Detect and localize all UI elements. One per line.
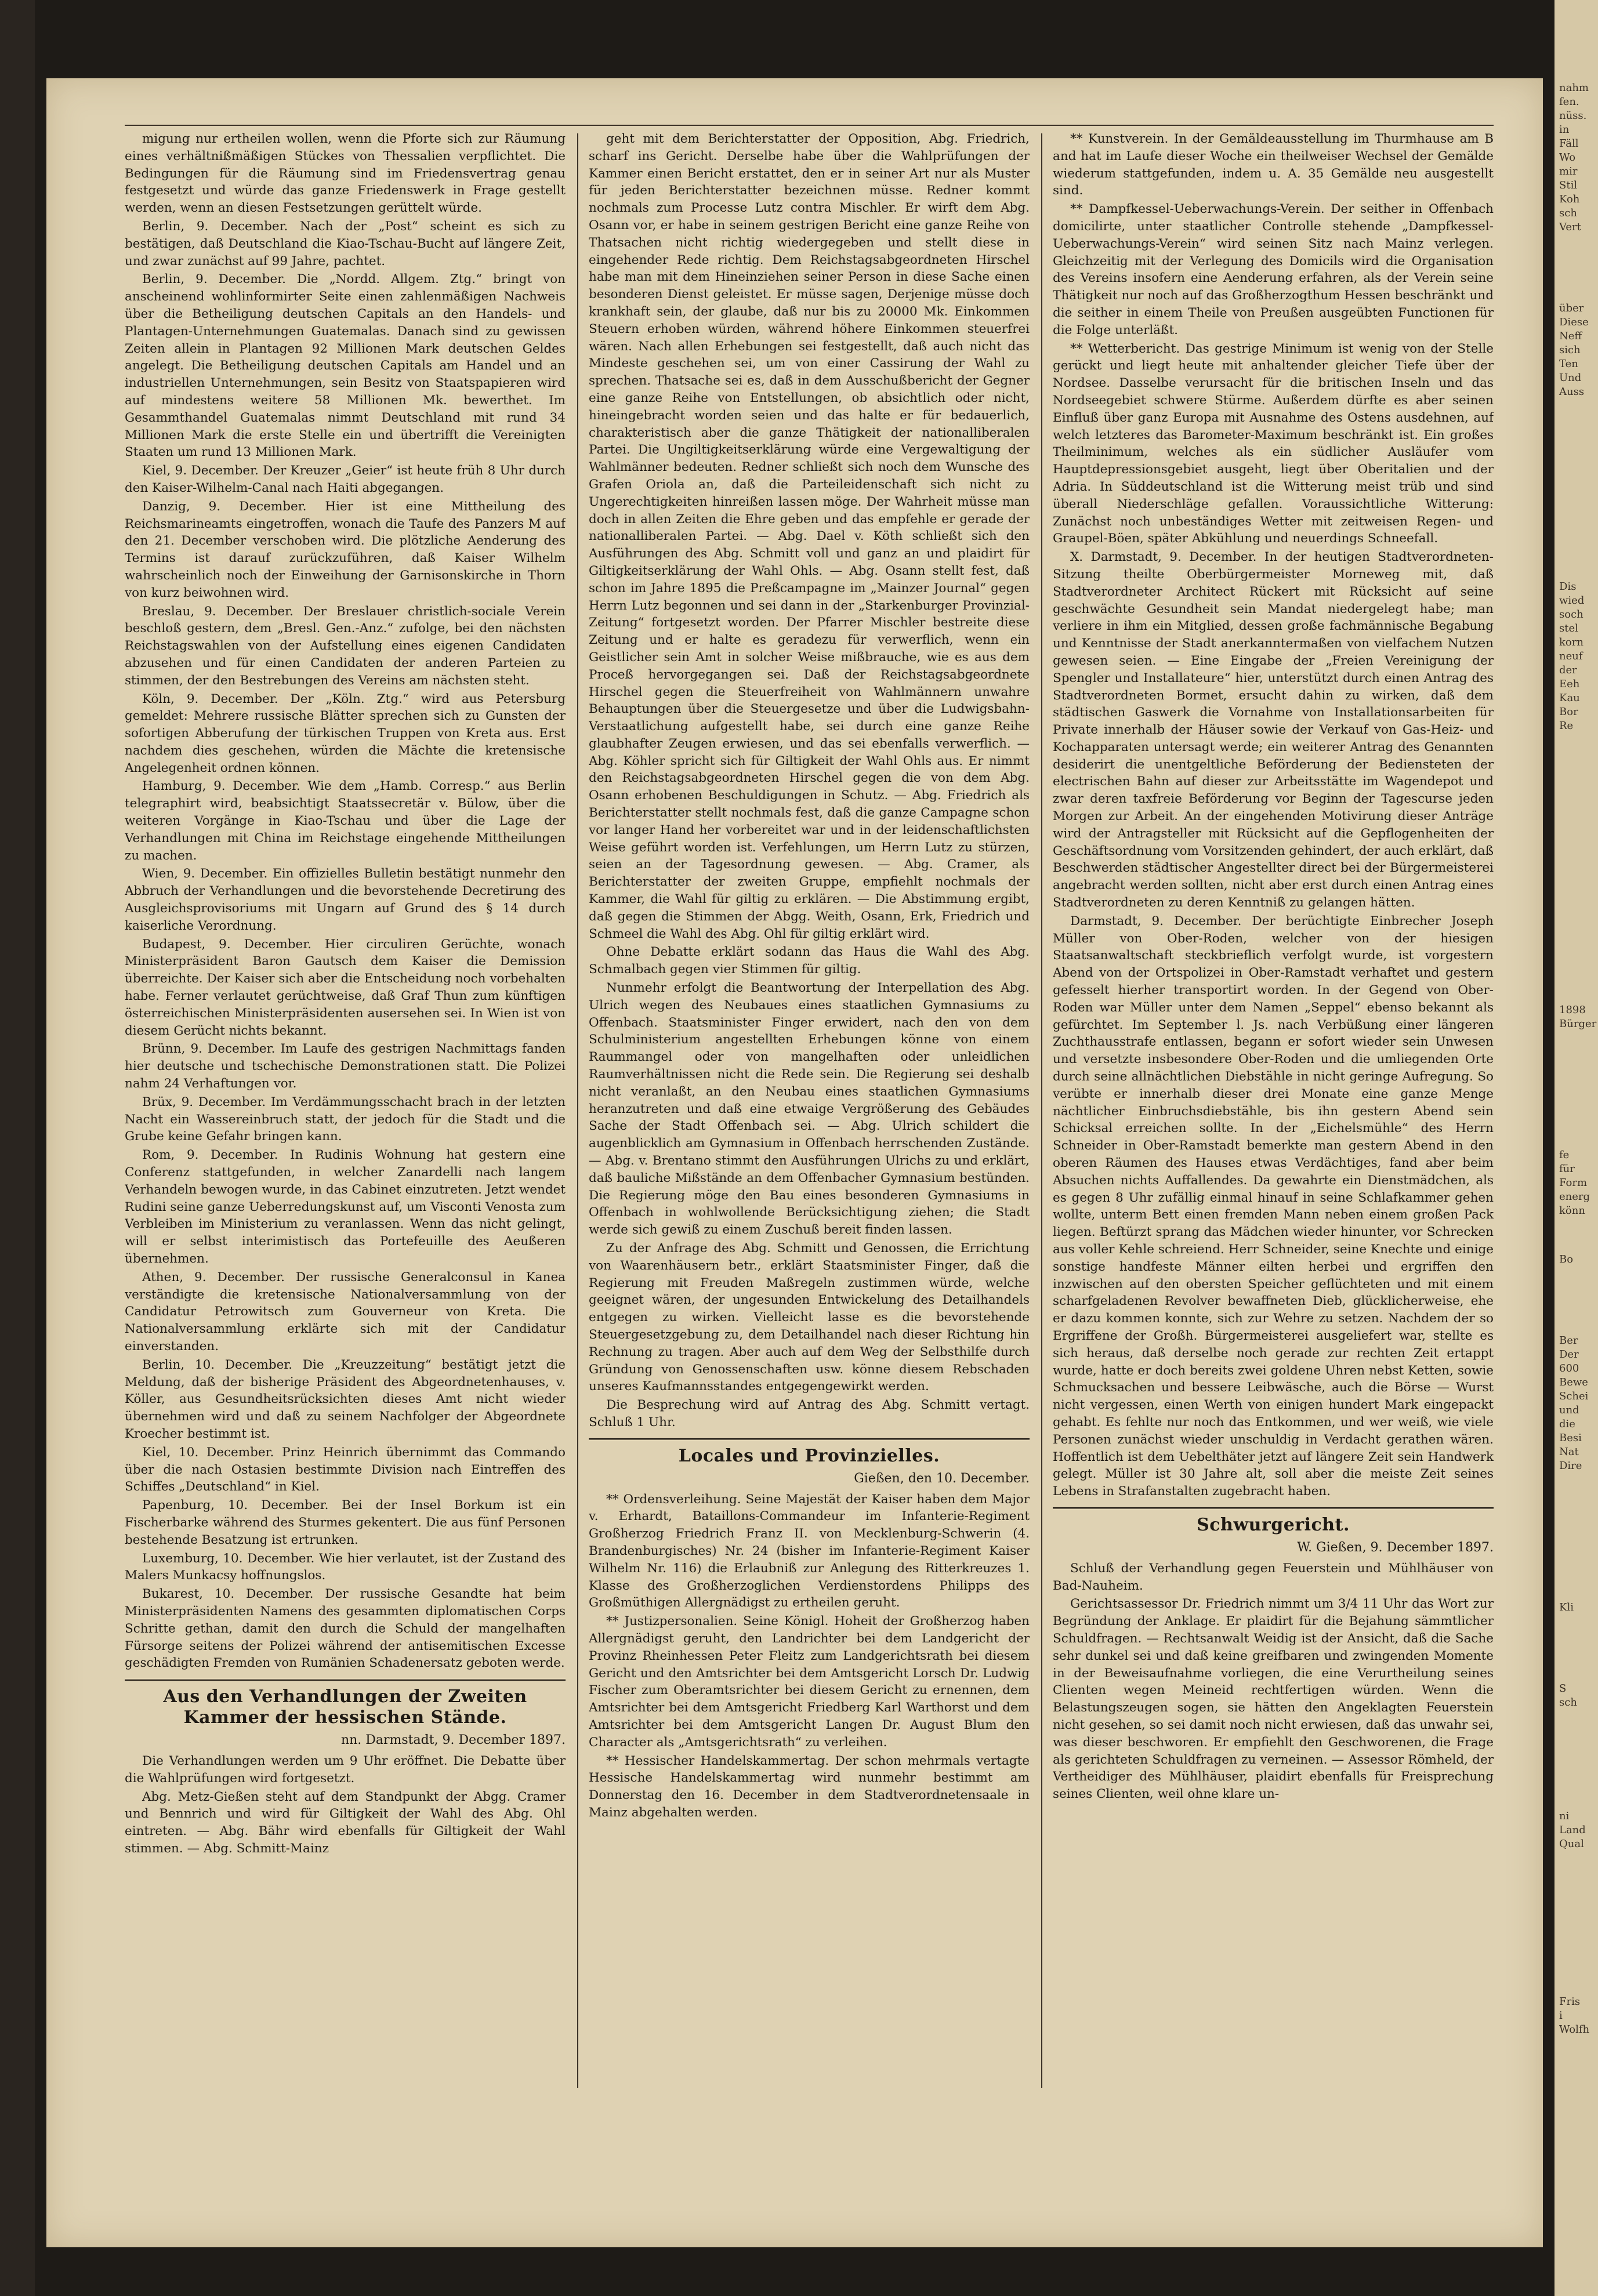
column-1 — [125, 130, 566, 2091]
article-paragraph: ** Wetterbericht. Das gestrige Minimum ist wenig von der Stelle gerückt und liegt heute mit anhaltender gleicher Tiefe über der Nordsee. Dasselbe verursacht für die britischen Inseln und das Nordseegebiet schwere Stürme. Außerdem dürfte es aber seinen Einfluß über ganz Europa mit Ausnahme des Ostens ausdehnen, auf welch letzteres das Barometer-Maximum beschränkt ist. Ein großes Theilminimum, welches als ein südlicher Ausläufer vom Hauptdepressionsgebiet ausgeht, liegt über Oberitalien und der Adria. In Süddeutschland ist die Witterung meist trüb und sind überall Niederschläge gefallen. Voraussichtliche Witterung: Zunächst noch unbeständiges Wetter mit zeitweisen Regen- und Graupel-Böen, später Abkühlung und neuerdings Schneefall. — [1053, 341, 1494, 546]
article-paragraph: ** Hessischer Handelskammertag. Der schon mehrmals vertagte Hessische Handelskammertag wird nunmehr bestimmt am Donnerstag den 16. December in dem Stadtverordnetensaale in Mainz abgehalten werden. — [589, 1753, 1030, 1820]
article-paragraph: Berlin, 9. December. Die „Nordd. Allgem. Ztg.“ bringt von anscheinend wohlinformirter Seite einen zahlenmäßigen Nachweis über die Betheiligung deutschen Capitals an den Handels- und Plantagen-Unternehmungen Guatemalas. Danach sind zu gewissen Zeiten allein in Plantagen 92 Millionen Mark deutschen Geldes angelegt. Die Betheiligung deutschen Capitals am Handel und an industriellen Unternehmungen, sein Besitz von Staatspapieren wird auf mindestens weitere 58 Millionen Mk. bewerthet. Im Gesammthandel Guatemalas nimmt Deutschland mit rund 34 Millionen Mark die erste Stelle ein und übertrifft die Vereinigten Staaten um rund 13 Millionen Mark. — [125, 272, 566, 460]
article-paragraph: Schluß der Verhandlung gegen Feuerstein und Mühlhäuser von Bad-Nauheim. — [1053, 1561, 1494, 1593]
article-paragraph: ** Dampfkessel-Ueberwachungs-Verein. Der seither in Offenbach domicilirte, unter staatlicher Controlle stehende „Dampfkessel-Ueberwachungs-Verein“ wird seinen Sitz nach Mainz verlegen. Gleichzeitig mit der Verlegung des Domicils wird die Organisation des Vereins insofern eine Aenderung erfahren, als der Verein seine Thätigkeit nur noch auf das Großherzogthum Hessen beschränkt und die seither in einem Theile von Preußen ausgeübten Functionen für die Folge unterläßt. — [1053, 202, 1494, 338]
adjacent-page-fragment: über Diese Neff sich Ten Und Auss — [1559, 302, 1589, 398]
article-paragraph: Berlin, 9. December. Nach der „Post“ scheint es sich zu bestätigen, daß Deutschland die Kiao-Tschau-Bucht auf längere Zeit, und zwar zunächst auf 99 Jahre, pachtet. — [125, 219, 566, 269]
adjacent-page-fragment: ni Land Qual — [1559, 1810, 1586, 1850]
section-title-landtag: Aus den Verhandlungen der Zweiten Kammer der hessischen Stände. — [163, 1686, 527, 1728]
article-paragraph: Brüx, 9. December. Im Verdämmungsschacht brach in der letzten Nacht ein Wassereinbruch statt, der jedoch für die Stadt und die Grube keine Gefahr bringen kann. — [125, 1094, 566, 1144]
article-paragraph: geht mit dem Berichterstatter der Opposition, Abg. Friedrich, scharf ins Gericht. Derselbe habe über die Wahlprüfungen der Kammer einen Bericht erstattet, den er in seiner Art nur als Muster für jeden Berichterstatter bezeichnen müsse. Redner kommt nochmals zum Processe Lutz contra Mischler. Er wirft dem Abg. Osann vor, er habe in seinem gestrigen Bericht eine ganze Reihe von Thatsachen nicht richtig wiedergegeben und stellt diese in eingehender Rede richtig. Dem Reichstagsabgeordneten Hirschel habe man mit dem Hineinziehen seiner Person in diese Sache einen besonderen Dienst geleistet. Er müsse sagen, Derjenige müsse doch krankhaft sein, der glaube, daß nur bis zu 20000 Mk. Einkommen Steuern erhoben würden, während höhere Einkommen steuerfrei wären. Nach allen Erhebungen sei festgestellt, daß auch nicht das Mindeste geschehen sei, um von einer Cassirung der Wahl zu sprechen. Thatsache sei es, daß in dem Ausschußbericht der Gegner eine ganze Reihe von Entstellungen, ob absichtlich oder nicht, hineingebracht worden seien und das halte er für bedauerlich, charakteristisch aber die ganze Thätigkeit der nationalliberalen Partei. Die Ungiltigkeitserklärung würde eine Vergewaltigung der Wahlmänner bedeuten. Redner schließt sich noch dem Wunsche des Grafen Oriola an, daß die Parteileidenschaft sich nicht zu Ungerechtigkeiten hinreißen lassen möge. Der Wahrheit müsse man doch in allen Zeiten die Ehre geben und das empfehle er gerade der nationalliberalen Partei. — Abg. Dael v. Köth schließt sich den Ausführungen des Abg. Schmitt voll und ganz an und plaidirt für Giltigkeitserklärung der Wahl Ohls. — Abg. Osann stellt fest, daß schon im Jahre 1895 die Preßcampagne im „Mainzer Journal“ gegen Herrn Lutz begonnen und sei dann in der „Starkenburger Provinzial-Zeitung“ fortgesetzt worden. Der Pfarrer Mischler bestreite diese Zeitung und er halte es geradezu für verwerflich, wenn ein Geistlicher sein Amt in solcher Weise mißbrauche, wie es aus dem Proceß hervorgegangen sei. Daß der Reichstagsabgeordnete Hirschel gegen die Steuerfreiheit von Wahlmännern unwahre Behauptungen über die Steuergesetze und über die Ludwigsbahn-Verstaatlichung aufgestellt habe, sei durch eine ganze Reihe glaubhafter Zeugen erwiesen, und das sei ebenfalls verwerflich. — Abg. Köhler spricht sich für Giltigkeit der Wahl Ohls aus. Er nimmt den Reichstagsabgeordneten Hirschel gegen die von dem Abg. Osann erhobenen Beschuldigungen in Schutz. — Abg. Friedrich als Berichterstatter stellt nochmals fest, daß die ganze Campagne schon vor langer Hand her vorbereitet war und in der leidenschaftlichsten Weise geführt worden ist. Verfehlungen, um Herrn Lutz zu stürzen, seien an der Tagesordnung gewesen. — Abg. Cramer, als Berichterstatter der zweiten Gruppe, empfiehlt nochmals der Kammer, die Wahl für giltig zu erklären. — Die Abstimmung ergibt, daß gegen die Stimmen der Abgg. Weith, Osann, Erk, Friedrich und Schmeel die Wahl des Abg. Ohl für giltig erklärt wird. — [589, 132, 1030, 941]
article-paragraph: Die Verhandlungen werden um 9 Uhr eröffnet. Die Debatte über die Wahlprüfungen wird fortgesetzt. — [125, 1753, 566, 1786]
column-2 — [589, 130, 1030, 2091]
article-paragraph: ** Ordensverleihung. Seine Majestät der Kaiser haben dem Major v. Erhardt, Bataillons-Commandeur im Infanterie-Regiment Großherzog Friedrich Franz II. von Mecklenburg-Schwerin (4. Brandenburgisches) Nr. 24 (bisher im Infanterie-Regiment Kaiser Wilhelm Nr. 116) die Erlaubniß zur Anlegung des Ritterkreuzes 1. Klasse des Großherzoglichen Verdienstordens Philipps des Großmüthigen Allergnädigst zu ertheilen geruht. — [589, 1492, 1030, 1611]
article-paragraph: Abg. Metz-Gießen steht auf dem Standpunkt der Abgg. Cramer und Bennrich und wird für Giltigkeit der Wahl des Abg. Ohl eintreten. — Abg. Bähr wird ebenfalls für Giltigkeit der Wahl stimmen. — Abg. Schmitt-Mainz — [125, 1789, 566, 1856]
column-3-section-body — [1053, 1560, 1494, 1803]
article-paragraph: Hamburg, 9. December. Wie dem „Hamb. Corresp.“ aus Berlin telegraphirt wird, beabsichtigt Staatssecretär v. Bülow, über die weiteren Vorgänge in Kiao-Tschau und über die Lage der Verhandlungen mit China im Reichstage eingehende Mittheilungen zu machen. — [125, 779, 566, 863]
article-paragraph: Nunmehr erfolgt die Beantwortung der Interpellation des Abg. Ulrich wegen des Neubaues eines staatlichen Gymnasiums zu Offenbach. Staatsminister Finger erwidert, nach den von dem Schulministerium angestellten Erhebungen könne von einem Raummangel oder von mangelhaften oder unleidlichen Raumverhältnissen nicht die Rede sein. Die Regierung sei deshalb nicht veranlaßt, an den Neubau eines staatlichen Gymnasiums heranzutreten und daß eine etwaige Vergrößerung des Gebäudes Sache der Stadt Offenbach sei. — Abg. Ulrich schildert die augenblicklich am Gymnasium in Offenbach herrschenden Zustände. — Abg. v. Brentano stimmt den Ausführungen Ulrichs zu und erklärt, daß bauliche Mißstände an dem Offenbacher Gymnasium bestünden. Die Regierung möge den Bau eines besonderen Gymnasiums in Offenbach in wohlwollende Berücksichtigung ziehen; die Stadt werde sich gewiß zu einem Zuschuß bereit finden lassen. — [589, 981, 1030, 1238]
article-paragraph: Brünn, 9. December. Im Laufe des gestrigen Nachmittags fanden hier deutsche und tschechische Demonstrationen statt. Die Polizei nahm 24 Verhaftungen vor. — [125, 1042, 566, 1091]
article-paragraph: Die Besprechung wird auf Antrag des Abg. Schmitt vertagt. Schluß 1 Uhr. — [589, 1398, 1030, 1430]
article-paragraph: Papenburg, 10. December. Bei der Insel Borkum ist ein Fischerbarke während des Sturmes gekentert. Die aus fünf Personen bestehende Besatzung ist ertrunken. — [125, 1498, 566, 1547]
column-3 — [1053, 130, 1494, 2091]
article-paragraph: Ohne Debatte erklärt sodann das Haus die Wahl des Abg. Schmalbach gegen vier Stimmen für giltig. — [589, 945, 1030, 977]
adjacent-page-fragment: nahm fen. nüss. in Fäll Wo mir Stil Koh sch Vert — [1559, 82, 1589, 233]
article-paragraph: Köln, 9. December. Der „Köln. Ztg.“ wird aus Petersburg gemeldet: Mehrere russische Blätter sprechen sich zu Gunsten der sofortigen Abberufung der türkischen Truppen von Kreta aus. Erst nachdem dies geschehen, würden die Mächte die kretensische Angelegenheit ordnen können. — [125, 691, 566, 775]
column-1-body — [125, 130, 566, 1672]
article-paragraph: Zu der Anfrage des Abg. Schmitt und Genossen, die Errichtung von Waarenhäusern betr., erklärt Staatsminister Finger, daß die Regierung mit Freuden Maßregeln zustimmen würde, welche geeignet wären, der ungesunden Entwickelung des Detailhandels entgegen zu wirken. Vielleicht lasse es die bevorstehende Steuergesetzgebung zu, dem Detailhandel nach dieser Richtung hin Rechnung zu tragen. Aber auch auf dem Weg der Selbsthilfe durch Gründung von Genossenschaften usw. könne diesem Rebschaden unseres Kaufmannsstandes entgegengewirkt werden. — [589, 1241, 1030, 1394]
section-dateline: W. Gießen, 9. December 1897. — [1297, 1540, 1494, 1555]
article-paragraph: Darmstadt, 9. December. Der berüchtigte Einbrecher Joseph Müller von Ober-Roden, welcher von der hiesigen Staatsanwaltschaft steckbrieflich verfolgt wurde, ist vorgestern Abend von der Ortspolizei in Ober-Ramstadt verhaftet und gestern gefesselt hierher transportirt worden. In der Gegend von Ober-Roden war Müller unter dem Namen „Seppel“ ebenso bekannt als gefürchtet. Im September l. Js. nach Verbüßung einer längeren Zuchthausstrafe entlassen, begann er sofort wieder sein Unwesen und versetzte insbesondere Ober-Roden und die umliegenden Orte durch seine allnächtlichen Diebstähle in nicht geringe Aufregung. So verübte er innerhalb dieser drei Monate eine ganze Menge nächtlicher Einbruchsdiebstähle, bis ihn gestern Abend sein Schicksal erreichen sollte. In der „Eichelsmühle“ des Herrn Schneider in Ober-Ramstadt bemerkte man gestern Abend in den oberen Räumen des Hauses etwas Verdächtiges, fand aber beim Absuchen nichts Auffallendes. Da gewahrte ein Dienstmädchen, als es gegen 8 Uhr zufällig einmal hinauf in seine Schlafkammer gehen wollte, unterm Bett einen fremden Mann neben einem großen Pack liegen. Beftürzt sprang das Mädchen wieder hinunter, vor Schrecken aus voller Kehle schreiend. Herr Schneider, seine Knechte und einige sonstige handfeste Männer eilten herbei und ergriffen den inzwischen auf den obersten Speicher geflüchteten und mit einem scharfgeladenen Revolver bewaffneten Dieb, glücklicherweise, ehe er dazu kommen konnte, sich zur Wehre zu setzen. Nachdem der so Ergriffene der Großh. Bürgermeisterei ausgeliefert war, stellte es sich heraus, daß derselbe noch gerade zur rechten Zeit ertappt wurde, hatte er doch bereits zwei goldene Uhren nebst Ketten, sowie Schmucksachen und bessere Leibwäsche, auch die Börse — Wurst nicht vergessen, einen Werth von einigen hundert Mark eingepackt gehabt. Es fehlte nur noch das Entkommen, und wer weiß, wie viele Personen zunächst wieder unschuldig in Verdacht gerathen wären. Hoffentlich ist dem Uebelthäter jetzt auf längere Zeit sein Handwerk gelegt. Müller ist 30 Jahre alt, soll aber die meiste Zeit seines Lebens in Strafanstalten zugebracht haben. — [1053, 913, 1494, 1499]
adjacent-page-fragment: fe für Form energ könn — [1559, 1149, 1590, 1217]
adjacent-page-fragment: 1898 Bürger — [1559, 1004, 1597, 1030]
article-paragraph: migung nur ertheilen wollen, wenn die Pforte sich zur Räumung eines verhältnißmäßigen Stückes von Thessalien verpflichtet. Die Bedingungen für die Räumung sind im Friedensvertrag genau festgesetzt und würde das ganze Friedenswerk in Frage gestellt werden, wenn an diesen Festsetzungen gerüttelt würde. — [125, 132, 566, 216]
section-separator — [1053, 1507, 1494, 1509]
adjacent-page-fragment: S sch — [1559, 1682, 1577, 1709]
article-paragraph: Danzig, 9. December. Hier ist eine Mittheilung des Reichsmarineamts eingetroffen, wonach die Taufe des Panzers M auf den 21. December verschoben wird. Die plötzliche Aenderung des Termins ist darauf zurückzuführen, daß Kaiser Wilhelm wahrscheinlich noch der Einweihung der Garnisonskirche in Thorn von kurz beiwohnen wird. — [125, 499, 566, 600]
article-paragraph: X. Darmstadt, 9. December. In der heutigen Stadtverordneten-Sitzung theilte Oberbürgermeister Morneweg mit, daß Stadtverordneter Architect Rückert mit Rücksicht auf seine geschwächte Gesundheit sein Mandat niedergelegt habe; man verliere in ihm ein Mitglied, dessen große fachmännische Begabung und Kenntnisse der Stadt anerkanntermaßen von vielfachem Nutzen gewesen seien. — Eine Eingabe der „Freien Vereinigung der Spengler und Installateure“ hier, unterstützt durch einen Antrag des Stadtverordneten Bormet, ersucht dahin zu wirken, daß dem städtischen Gaswerk die Vornahme von Installationsarbeiten für Private innerhalb der Häuser sowie der Verkauf von Gas-Heiz- und Kochapparaten untersagt werde; ein weiterer Antrag des Genannten desiderirt die unentgeltliche Beförderung der Bediensteten der electrischen Bahn auf dieser zur Arbeitsstätte im Wagendepot und zwar deren taxfreie Beförderung vor Beginn der Tagescurse jeden Morgen zur Arbeit. An der eingehenden Motivirung dieser Anträge wird der Antragsteller mit Rücksicht auf die Gepflogenheiten der Geschäftsordnung vom Vorsitzenden gehindert, der auch erklärt, daß Beschwerden städtischer Angestellter direct bei der Bürgermeisterei angebracht werden sollten, nicht aber erst durch einen Antrag eines Stadtverordneten zu deren Kenntniß zu gelangen hätten. — [1053, 550, 1494, 911]
column-2-section-body — [589, 1491, 1030, 1822]
article-paragraph: Gerichtsassessor Dr. Friedrich nimmt um 3/4 11 Uhr das Wort zur Begründung der Anklage. Er plaidirt für die Bejahung sämmtlicher Schuldfragen. — Rechtsanwalt Weidig ist der Ansicht, daß die Sache sehr dunkel sei und daß keine greifbaren und zwingenden Momente in der Beweisaufnahme vorliegen, die eine Verurtheilung seines Clienten wegen Meineid rechtfertigen würden. Wenn die Belastungszeugen sogen, sie hätten den Angeklagten Feuerstein nicht gesehen, so sei damit noch nicht erwiesen, daß das unwahr sei, was dieser beschworen. Er empfiehlt den Geschworenen, die Frage als gerichteten Schuldfragen zu verneinen. — Assessor Römheld, der Vertheidiger des Mühlhäuser, plaidirt ebenfalls für Freisprechung seines Clienten, weil ohne klare un- — [1053, 1597, 1494, 1802]
column-rule-2 — [1041, 133, 1042, 2088]
adjacent-page-fragment: Ber Der 600 Bewe Schei und die Besi Nat Dire — [1559, 1334, 1589, 1472]
adjacent-page-fragment: Kli — [1559, 1601, 1574, 1613]
section-separator — [125, 1679, 566, 1681]
section-separator — [589, 1438, 1030, 1440]
article-paragraph: Athen, 9. December. Der russische Generalconsul in Kanea verständigte die kretensische Nationalversammlung von der Candidatur Petrowitsch zum Gouverneur von Kreta. Die Nationalversammlung erklärte sich mit der Candidatur einverstanden. — [125, 1269, 566, 1354]
column-2-body — [589, 130, 1030, 1431]
adjacent-page-fragment: Bo — [1559, 1253, 1574, 1265]
top-rule — [125, 125, 1494, 126]
column-rule-1 — [577, 133, 578, 2088]
adjacent-page-fragment: Dis wied soch stel korn neuf der Eeh Kau Bor Re — [1559, 581, 1585, 732]
article-paragraph: Bukarest, 10. December. Der russische Gesandte hat beim Ministerpräsidenten Namens des gesammten diplomatischen Corps Schritte gethan, damit den durch die Schuld der mangelhaften Fürsorge seitens der Polizei während der antisemitischen Excesse geschädigten Fremden von Rumänien Schadenersatz geboten werde. — [125, 1587, 566, 1671]
adjacent-page-fragment: Fris i Wolfh — [1559, 1996, 1590, 2036]
article-paragraph: Luxemburg, 10. December. Wie hier verlautet, ist der Zustand des Malers Munkacsy hoffnungslos. — [125, 1551, 566, 1583]
article-paragraph: Kiel, 9. December. Der Kreuzer „Geier“ ist heute früh 8 Uhr durch den Kaiser-Wilhelm-Canal nach Haiti abgegangen. — [125, 463, 566, 495]
section-dateline: Gießen, den 10. December. — [854, 1471, 1030, 1486]
section-title-schwurgericht: Schwurgericht. — [1197, 1514, 1350, 1535]
section-title-locales: Locales und Provinzielles. — [678, 1445, 940, 1466]
article-paragraph: Kiel, 10. December. Prinz Heinrich übernimmt das Commando über die nach Ostasien bestimmte Division nach Eintreffen des Schiffes „Deutschland“ in Kiel. — [125, 1445, 566, 1495]
article-paragraph: Wien, 9. December. Ein offizielles Bulletin bestätigt nunmehr den Abbruch der Verhandlungen und die bevorstehende Decretirung des Ausgleichsprovisoriums mit Ungarn auf Grund des § 14 durch kaiserliche Verordnung. — [125, 866, 566, 933]
article-paragraph: ** Justizpersonalien. Seine Königl. Hoheit der Großherzog haben Allergnädigst geruht, den Landrichter bei dem Landgericht der Provinz Rheinhessen Peter Fleitz zum Landgerichtsrath bei diesem Gericht und den Amtsrichter bei dem Amtsgericht Lorsch Dr. Ludwig Fischer zum Oberamtsrichter bei diesem Gericht zu ernennen, dem Amtsrichter bei dem Amtsgericht Friedberg Karl Warthorst und dem Amtsrichter bei dem Amtsgericht Langen Dr. August Blum den Character als „Amtsgerichtsrath“ zu verleihen. — [589, 1614, 1030, 1750]
article-paragraph: Breslau, 9. December. Der Breslauer christlich-sociale Verein beschloß gestern, dem „Bresl. Gen.-Anz.“ zufolge, bei den nächsten Reichstagswahlen von der Aufstellung eines eigenen Candidaten abzusehen und für einen Candidaten der anderen Parteien zu stimmen, der den Bestrebungen des Vereins am nächsten steht. — [125, 604, 566, 688]
article-paragraph: Budapest, 9. December. Hier circuliren Gerüchte, wonach Ministerpräsident Baron Gautsch dem Kaiser die Demission überreichte. Der Kaiser sich aber die Entscheidung noch vorbehalten habe. Ferner verlautet gerüchtweise, daß Graf Thun zum künftigen österreichischen Ministerpräsidenten ausersehen sei. In Wien ist von diesem Gerücht nichts bekannt. — [125, 937, 566, 1038]
article-paragraph: Berlin, 10. December. Die „Kreuzzeitung“ bestätigt jetzt die Meldung, daß der bisherige Präsident des Abgeordnetenhauses, v. Köller, aus Gesundheitsrücksichten dieses Amt nicht wieder übernehmen wird und daß zu seinem Nachfolger der Abgeordnete Kroecher bestimmt ist. — [125, 1357, 566, 1441]
column-3-body — [1053, 130, 1494, 1500]
adjacent-page-edge — [1554, 0, 1598, 2296]
section-dateline: nn. Darmstadt, 9. December 1897. — [340, 1733, 566, 1748]
article-paragraph: Rom, 9. December. In Rudinis Wohnung hat gestern eine Conferenz stattgefunden, in welcher Zanardelli nach langem Verhandeln bewogen wurde, in das Cabinet einzutreten. Jetzt wendet Rudini seine ganze Ueberredungskunst auf, um Visconti Venosta zum Verbleiben im Ministerium zu veranlassen. Wenn das nicht gelingt, will er selbst interimistisch das Portefeuille des Aeußeren übernehmen. — [125, 1148, 566, 1266]
book-gutter — [0, 0, 35, 2296]
column-1-section-body — [125, 1753, 566, 1858]
article-paragraph: ** Kunstverein. In der Gemäldeausstellung im Thurmhause am B and hat im Laufe dieser Woche ein theilweiser Wechsel der Gemälde wiederum stattgefunden, indem u. A. 35 Gemälde neu ausgestellt sind. — [1053, 132, 1494, 198]
